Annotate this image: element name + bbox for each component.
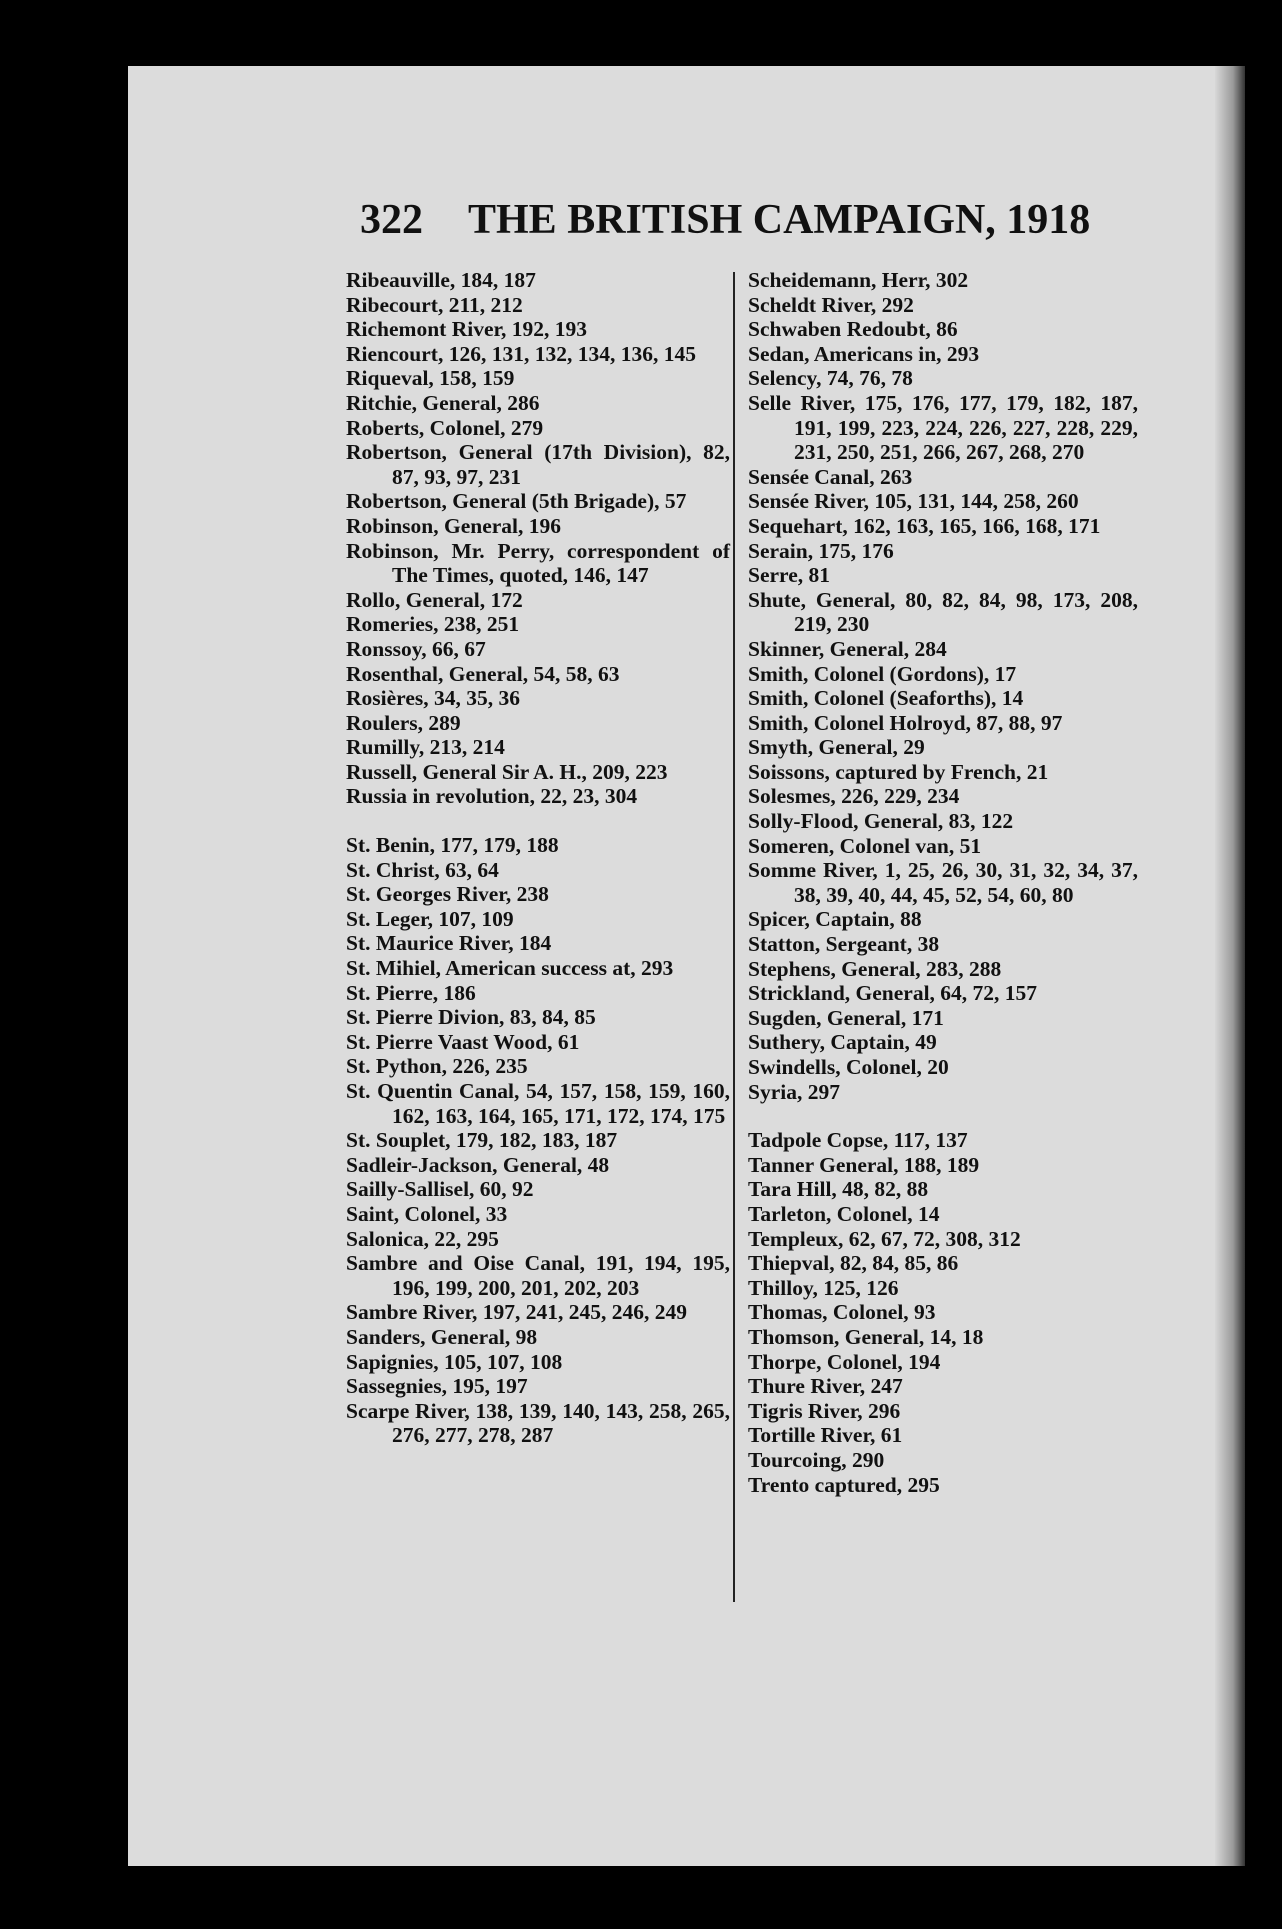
page-number: 322 [360,197,423,243]
index-entry: Tigris River, 296 [748,1398,901,1423]
index-entry: Ronssoy, 66, 67 [346,636,486,661]
index-entry: Thomson, General, 14, 18 [748,1324,984,1349]
index-entry: Riencourt, 126, 131, 132, 134, 136, 145 [346,341,696,366]
index-entry: Solesmes, 226, 229, 234 [748,784,960,809]
running-title: THE BRITISH CAMPAIGN, 1918 [468,197,1091,243]
index-entry: Sadleir-Jackson, General, 48 [346,1152,610,1177]
index-entry: Selency, 74, 76, 78 [748,366,913,391]
index-entry: St. Quentin Canal, 54, 157, 158, 159, 160, 162, 163, 164, 165, 171, 172, 174, 175 [346,1079,730,1128]
index-entry: Scheidemann, Herr, 302 [748,268,969,292]
index-entry: Stephens, General, 283, 288 [748,956,1002,981]
section-gap [346,809,730,833]
index-entry: Trento captured, 295 [748,1472,940,1497]
index-entry: Smith, Colonel (Seaforths), 14 [748,686,1024,711]
index-entry: Rosenthal, General, 54, 58, 63 [346,661,620,686]
index-entry: Robertson, General (5th Brigade), 57 [346,489,687,514]
index-entry: Somme River, 1, 25, 26, 30, 31, 32, 34, 37, 38, 39, 40, 44, 45, 52, 54, 60, 80 [748,858,1138,907]
index-entry: St. Georges River, 238 [346,882,549,907]
index-entry: Sanders, General, 98 [346,1324,538,1349]
index-entry: Romeries, 238, 251 [346,612,520,637]
index-entry: Rollo, General, 172 [346,587,523,612]
index-entry: Rosières, 34, 35, 36 [346,686,520,711]
index-entry: Ribecourt, 211, 212 [346,292,523,317]
index-entry: Syria, 297 [748,1079,840,1104]
index-entry: Templeux, 62, 67, 72, 308, 312 [748,1226,1021,1251]
index-entry: Thomas, Colonel, 93 [748,1300,936,1325]
index-entry: Saint, Colonel, 33 [346,1201,508,1226]
index-entry: Sugden, General, 171 [748,1005,944,1030]
index-entry: Rumilly, 213, 214 [346,735,505,760]
index-entry: Sambre River, 197, 241, 245, 246, 249 [346,1300,688,1325]
index-column-left [346,268,730,1448]
index-entry: St. Souplet, 179, 182, 183, 187 [346,1128,618,1153]
index-entry: St. Maurice River, 184 [346,931,552,956]
index-entry: Smith, Colonel (Gordons), 17 [748,661,1017,686]
index-entry: Sapignies, 105, 107, 108 [346,1349,563,1374]
index-entry: Tadpole Copse, 117, 137 [748,1128,968,1153]
index-entry: Tourcoing, 290 [748,1447,885,1472]
index-entry: St. Pierre Vaast Wood, 61 [346,1029,580,1054]
index-entry: Someren, Colonel van, 51 [748,833,982,858]
section-gap [748,1104,1138,1128]
index-entry: Russia in revolution, 22, 23, 304 [346,784,638,809]
index-entry: Ritchie, General, 286 [346,390,540,415]
index-entry: Scarpe River, 138, 139, 140, 143, 258, 265, 276, 277, 278, 287 [346,1398,730,1448]
index-entry: St. Christ, 63, 64 [346,857,499,882]
index-entry: Robinson, Mr. Perry, correspondent of The Times, quoted, 146, 147 [346,538,730,588]
index-entry: Swindells, Colonel, 20 [748,1055,949,1079]
index-entry: Serain, 175, 176 [748,538,894,563]
index-entry: St. Leger, 107, 109 [346,906,514,931]
index-entry: St. Python, 226, 235 [346,1054,528,1079]
index-entry: Richemont River, 192, 193 [346,317,588,342]
index-entry: Robinson, General, 196 [346,513,562,538]
index-entry: Sambre and Oise Canal, 191, 194, 195, 196, 199, 200, 201, 202, 203 [346,1251,730,1300]
page-header [360,196,1091,256]
index-entry: Soissons, captured by French, 21 [748,759,1049,784]
index-entry: Thorpe, Colonel, 194 [748,1349,941,1374]
index-entry: Tortille River, 61 [748,1423,903,1448]
index-entry: Russell, General Sir A. H., 209, 223 [346,759,668,784]
index-entry: Sequehart, 162, 163, 165, 166, 168, 171 [748,513,1101,538]
index-entry: St. Pierre Divion, 83, 84, 85 [346,1005,596,1030]
index-entry: Suthery, Captain, 49 [748,1030,937,1055]
index-entry: Scheldt River, 292 [748,292,914,317]
index-entry: Selle River, 175, 176, 177, 179, 182, 187, 191, 199, 223, 224, 226, 227, 228, 229, 231, 250, 251, 266, 267, 268, 270 [748,390,1138,465]
index-entry: St. Mihiel, American success at, 293 [346,956,674,981]
index-entry: Skinner, General, 284 [748,636,947,661]
index-entry: Sensée River, 105, 131, 144, 258, 260 [748,489,1079,514]
page-edge [1215,66,1245,1866]
index-entry: Smith, Colonel Holroyd, 87, 88, 97 [748,710,1063,735]
index-entry: Sailly-Sallisel, 60, 92 [346,1177,534,1202]
index-entry: Statton, Sergeant, 38 [748,932,940,957]
index-column-right [748,268,1138,1497]
index-entry: Robertson, General (17th Division), 82, 87, 93, 97, 231 [346,440,730,489]
index-entry: Salonica, 22, 295 [346,1226,499,1251]
index-entry: Strickland, General, 64, 72, 157 [748,981,1038,1006]
index-entry: Ribeauville, 184, 187 [346,268,536,292]
index-entry: Roberts, Colonel, 279 [346,415,544,440]
index-entry: Tanner General, 188, 189 [748,1152,980,1177]
index-entry: Tarleton, Colonel, 14 [748,1201,940,1226]
index-entry: Smyth, General, 29 [748,735,925,760]
index-entry: Schwaben Redoubt, 86 [748,317,958,342]
index-entry: Shute, General, 80, 82, 84, 98, 173, 208, 219, 230 [748,587,1138,637]
index-entry: Serre, 81 [748,563,830,588]
index-entry: Thilloy, 125, 126 [748,1275,899,1300]
column-divider [733,272,735,1602]
index-entry: Spicer, Captain, 88 [748,907,922,932]
index-entry: Solly-Flood, General, 83, 122 [748,809,1014,834]
index-entry: Sassegnies, 195, 197 [346,1374,528,1399]
index-entry: Roulers, 289 [346,710,461,735]
index-entry: Sedan, Americans in, 293 [748,341,980,366]
index-entry: St. Pierre, 186 [346,980,476,1005]
index-entry: Riqueval, 158, 159 [346,366,515,391]
index-entry: Thure River, 247 [748,1374,903,1399]
index-entry: Sensée Canal, 263 [748,464,913,489]
index-entry: St. Benin, 177, 179, 188 [346,833,559,858]
index-entry: Thiepval, 82, 84, 85, 86 [748,1251,959,1276]
index-entry: Tara Hill, 48, 82, 88 [748,1177,929,1202]
